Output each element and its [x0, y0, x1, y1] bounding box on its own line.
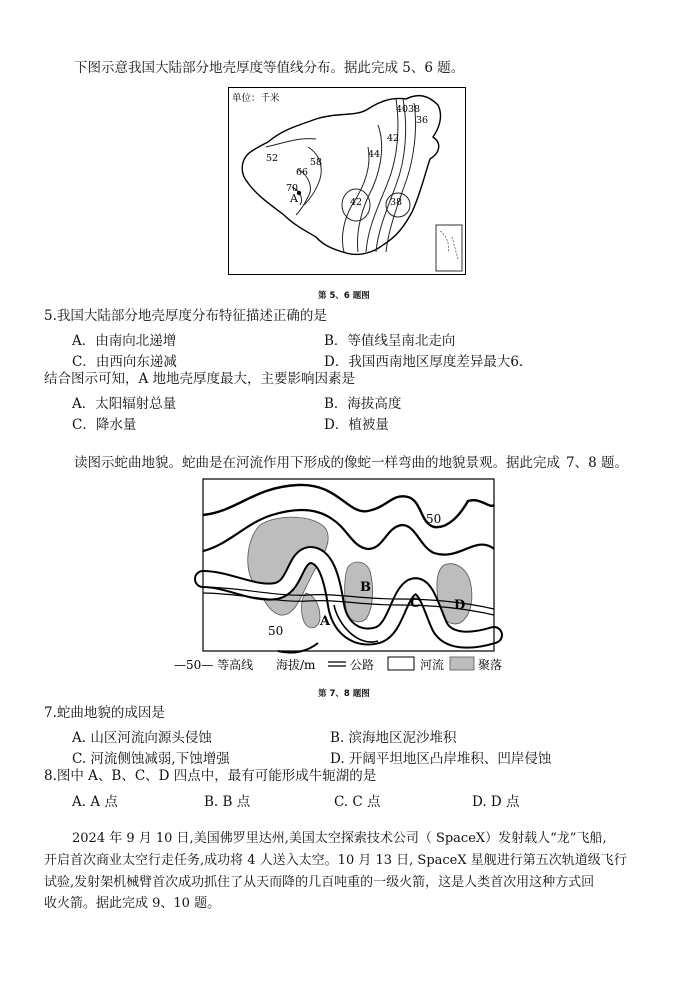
question-8-option-a: A. A 点 — [72, 794, 118, 810]
legend-river: 河流 — [420, 658, 445, 672]
contour-label-50-top: 50 — [426, 512, 442, 526]
question-7-option-d: D. 开阔平坦地区凸岸堆积、凹岸侵蚀 — [330, 751, 552, 767]
question-5-stem: 5.我国大陆部分地壳厚度分布特征描述正确的是 — [44, 308, 327, 324]
question-6-option-d: D．植被量 — [324, 417, 389, 433]
point-a-label: A — [290, 192, 298, 205]
contour-label-58: 58 — [310, 157, 323, 168]
meander-map — [174, 475, 503, 675]
crust-thickness-map — [228, 87, 466, 275]
question-6-option-a: A．太阳辐射总量 — [72, 396, 177, 412]
passage-line-1: 2024 年 9 月 10 日,美国佛罗里达州,美国太空探索技术公司（ SpaceX）发射载人“龙”飞船, — [72, 831, 607, 846]
question-8-stem: 8.图中 A、B、C、D 四点中，最有可能形成牛轭湖的是 — [44, 768, 377, 784]
passage-line-3: 试验,发射架机械臂首次成功抓住了从天而降的几百吨重的一级火箭，这是人类首次用这种方式回 — [44, 875, 595, 890]
intro-5-6: 下图示意我国大陆部分地壳厚度等值线分布。据此完成 5、6 题。 — [74, 60, 465, 76]
contour-label-50-left: 50 — [268, 624, 284, 638]
contour-label-36: 36 — [416, 115, 429, 126]
contour-label-66: 66 — [296, 167, 309, 178]
passage-line-4: 收火箭。据此完成 9、10 题。 — [44, 896, 221, 911]
question-7-option-a: A. 山区河流向源头侵蚀 — [72, 730, 212, 746]
legend-village: 聚落 — [478, 658, 503, 672]
meander-legend — [174, 657, 502, 672]
intro-7-8-tail: 7、8 题。 — [566, 455, 628, 471]
contour-label-44: 44 — [368, 149, 381, 160]
question-6-stem: 结合图示可知，A 地地壳厚度最大，主要影响因素是 — [44, 371, 356, 387]
intro-7-8: 读图示蛇曲地貌。蛇曲是在河流作用下形成的像蛇一样弯曲的地貌景观。据此完成 — [74, 455, 560, 471]
legend-altitude: 海拔/m — [276, 658, 316, 672]
contour-label-38b: 38 — [390, 197, 403, 208]
question-7-option-b: B. 滨海地区泥沙堆积 — [330, 730, 457, 746]
contour-label-42b: 42 — [350, 197, 363, 208]
legend-contour: —50— 等高线 — [174, 658, 254, 672]
unit-label: 单位：千米 — [232, 93, 280, 104]
contour-label-40: 40 — [396, 104, 409, 115]
contour-label-42: 42 — [387, 133, 400, 144]
point-c-label: C — [410, 596, 421, 611]
question-6-option-c: C．降水量 — [72, 417, 137, 433]
question-5-option-b: B．等值线呈南北走向 — [324, 333, 456, 349]
question-6-option-b: B．海拔高度 — [324, 396, 402, 412]
point-d-label: D — [454, 598, 466, 613]
question-8-option-d: D. D 点 — [472, 794, 520, 810]
question-5-option-c: C．由西向东递减 — [72, 354, 177, 370]
question-7-stem: 7.蛇曲地貌的成因是 — [44, 705, 165, 721]
figure-caption-7-8: 第 7、8 题图 — [318, 689, 370, 699]
contour-label-52: 52 — [266, 153, 279, 164]
question-8-option-b: B. B 点 — [204, 794, 251, 810]
point-b-label: B — [360, 580, 371, 595]
question-7-option-c: C. 河流侧蚀减弱,下蚀增强 — [72, 751, 230, 767]
question-5-option-a: A．由南向北递增 — [72, 333, 177, 349]
contour-label-38: 38 — [408, 104, 421, 115]
figure-caption-5-6: 第 5、6 题图 — [318, 291, 370, 301]
question-5-option-d: D．我国西南地区厚度差异最大6. — [324, 354, 524, 370]
passage-line-2: 开启首次商业太空行走任务,成功将 4 人送入太空。10 月 13 日, SpaceX 星舰进行第五次轨道级飞行 — [44, 853, 627, 868]
point-a-label: A — [320, 614, 331, 629]
contour-label-70: 70 — [286, 183, 299, 194]
legend-road: 公路 — [350, 658, 375, 672]
question-8-option-c: C. C 点 — [334, 794, 381, 810]
